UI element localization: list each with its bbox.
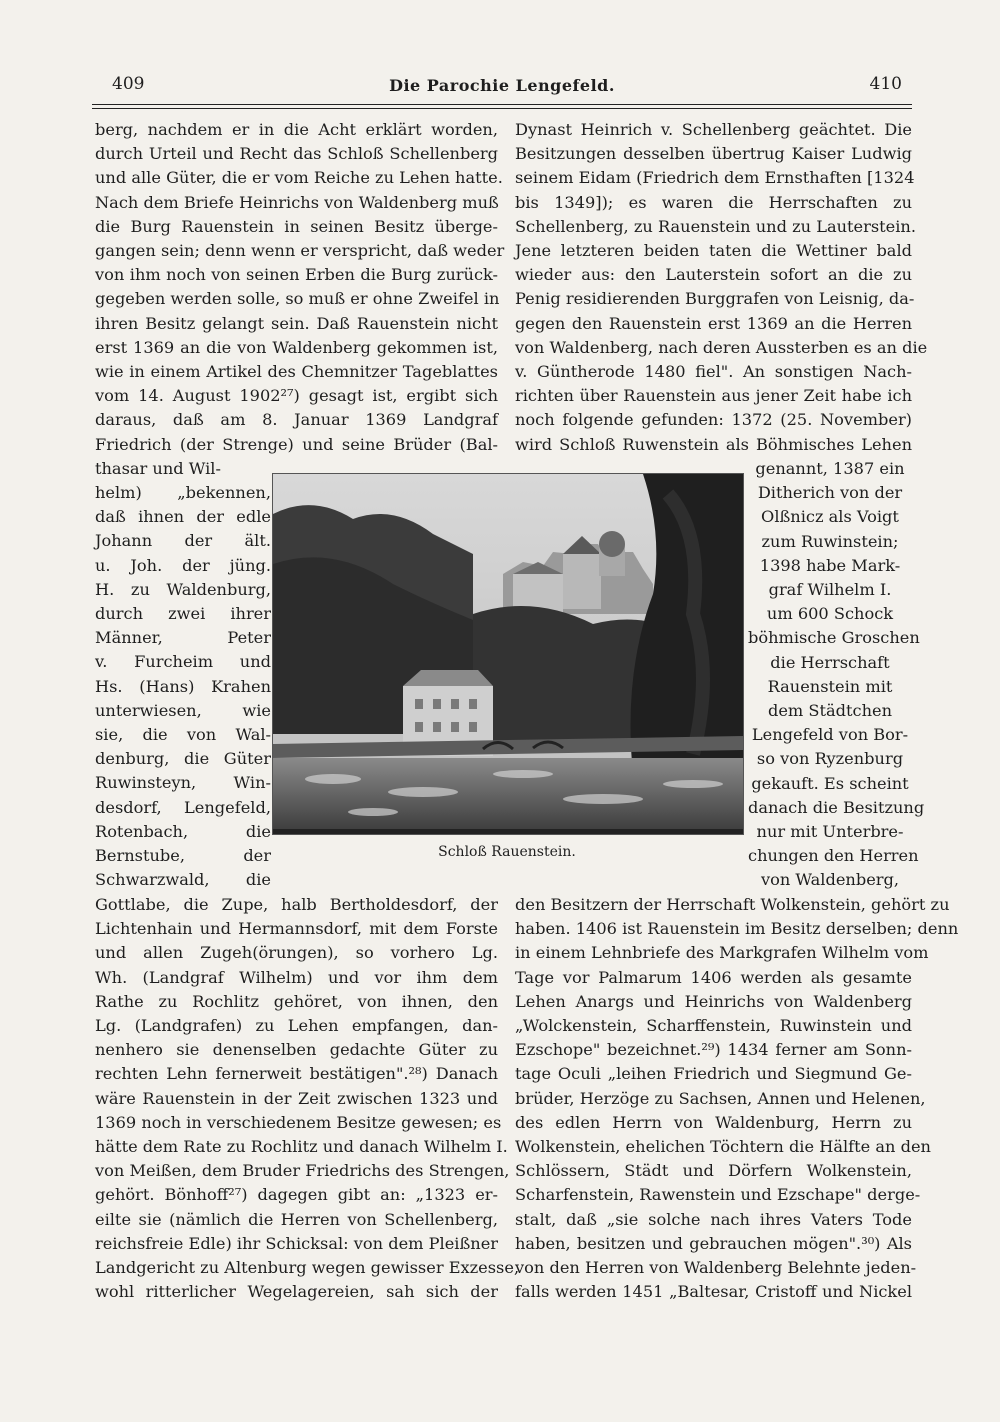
text-line: Penig residierenden Burggrafen von Leisnig, da-: [515, 289, 915, 309]
text-line: unterwiesen, wie: [95, 700, 271, 720]
text-line: wird Schloß Ruwenstein als Böhmisches Lehen: [515, 434, 912, 454]
text-line: und allen Zugeh(örungen), so vorhero Lg.: [95, 943, 498, 963]
header-rule-thin: [92, 108, 912, 109]
text-line: helm) „bekennen,: [95, 483, 271, 502]
text-line: desdorf, Lengefeld,: [95, 797, 271, 817]
text-line: Schlössern, Städt und Dörfern Wolkenstein,: [515, 1161, 912, 1181]
text-line: von ihm noch von seinen Erben die Burg zurück-: [95, 265, 498, 285]
right-column-top: [515, 118, 928, 457]
text-line: Hs. (Hans) Krahen: [95, 676, 271, 696]
text-line: danach die Besitzung: [748, 797, 925, 817]
text-line: von den Herren von Waldenberg Belehnte jeden-: [515, 1258, 917, 1278]
text-line: Tage vor Palmarum 1406 werden als gesamte: [515, 967, 912, 987]
running-title: Die Parochie Lengefeld.: [389, 76, 615, 95]
text-line: des edlen Herrn von Waldenburg, Herrn zu: [515, 1112, 912, 1132]
text-line: Rauenstein mit: [767, 676, 893, 696]
text-line: Rathe zu Rochlitz gehöret, von ihnen, den: [95, 991, 498, 1011]
text-line: chungen den Herren: [748, 846, 919, 866]
text-line: gehört. Bönhoff²⁷) dagegen gibt an: „1323 er-: [95, 1185, 498, 1205]
text-line: Lg. (Landgrafen) zu Lehen empfangen, dan-: [95, 1016, 498, 1036]
text-line: 1398 habe Mark-: [759, 555, 901, 575]
text-line: Scharfenstein, Rawenstein und Ezschape" derge-: [515, 1185, 921, 1205]
text-line: böhmische Groschen: [748, 628, 920, 648]
text-line: Gottlabe, die Zupe, halb Bertholdesdorf, der: [95, 895, 498, 914]
text-line: 1369 noch in verschiedenem Besitze gewesen; es: [95, 1112, 502, 1132]
text-line: Olßnicz als Voigt: [761, 507, 899, 527]
text-line: Wh. (Landgraf Wilhelm) und vor ihm dem: [95, 967, 498, 987]
text-line: berg, nachdem er in die Acht erklärt worden,: [95, 120, 498, 139]
text-line: Lichtenhain und Hermannsdorf, mit dem Forste: [95, 919, 498, 939]
text-line: Rotenbach, die: [95, 821, 271, 841]
text-line: gegen den Rauenstein erst 1369 an die Herren: [515, 313, 912, 333]
text-line: thasar und Wil-: [95, 458, 221, 478]
text-line: Friedrich (der Strenge) und seine Brüder (Bal-: [95, 434, 498, 454]
left-column-bottom: [95, 893, 520, 1304]
text-line: richten über Rauenstein aus jener Zeit habe ich: [515, 386, 912, 406]
text-line: v. Güntherode 1480 fiel". An sonstigen Nach-: [515, 362, 912, 382]
text-line: ihren Besitz gelangt sein. Daß Rauenstein nicht: [95, 313, 498, 333]
text-line: die Herrschaft: [770, 652, 890, 672]
text-line: wieder aus: den Lauterstein sofort an die zu: [515, 265, 912, 285]
text-line: „Wolckenstein, Scharffenstein, Ruwinstein und: [515, 1016, 912, 1036]
text-line: v. Furcheim und: [95, 652, 271, 672]
text-line: Jene letzteren beiden taten die Wettiner bald: [515, 241, 912, 261]
header-rule: [92, 104, 912, 105]
text-line: Dynast Heinrich v. Schellenberg geächtet. Die: [515, 120, 912, 139]
text-line: stalt, daß „sie solche nach ihres Vaters Tode: [515, 1209, 912, 1229]
figure-caption: Schloß Rauenstein.: [438, 844, 576, 860]
text-line: H. zu Waldenburg,: [95, 579, 271, 599]
right-column-narrow: [748, 457, 925, 893]
text-line: den Besitzern der Herrschaft Wolkenstein, gehört zu: [515, 895, 950, 914]
text-line: wohl ritterlicher Wegelagereien, sah sich der: [95, 1282, 498, 1302]
page-number-right: 410: [869, 74, 902, 94]
text-line: seinem Eidam (Friedrich dem Ernsthaften [1324: [515, 168, 915, 188]
right-column-bottom: [515, 893, 959, 1304]
text-line: Landgericht zu Altenburg wegen gewisser Exzesse,: [95, 1258, 520, 1278]
text-line: zum Ruwinstein;: [761, 531, 899, 551]
text-line: Ezschope" bezeichnet.²⁹) 1434 ferner am Sonn-: [515, 1040, 912, 1060]
text-line: bis 1349]); es waren die Herrschaften zu: [515, 192, 912, 212]
text-line: tage Oculi „leihen Friedrich und Siegmund Ge-: [515, 1064, 912, 1084]
text-line: Ditherich von der: [757, 483, 903, 503]
text-line: noch folgende gefunden: 1372 (25. November): [515, 410, 912, 430]
text-line: daraus, daß am 8. Januar 1369 Landgraf: [95, 410, 498, 430]
text-line: Lehen Anargs und Heinrichs von Waldenberg: [515, 991, 912, 1011]
text-line: in einem Lehnbriefe des Markgrafen Wilhelm vom: [515, 943, 929, 963]
castle-photograph: [272, 473, 744, 835]
text-line: um 600 Schock: [766, 604, 894, 624]
text-line: rechten Lehn fernerweit bestätigen".²⁸) Danach: [95, 1064, 498, 1084]
text-line: hätte dem Rate zu Rochlitz und danach Wilhelm I.: [95, 1137, 508, 1157]
text-line: genannt, 1387 ein: [755, 459, 905, 478]
left-column-narrow: [95, 481, 271, 892]
text-line: durch Urteil und Recht das Schloß Schellenberg: [95, 144, 498, 164]
text-line: eilte sie (nämlich die Herren von Schellenberg,: [95, 1209, 498, 1229]
text-line: Schellenberg, zu Rauenstein und zu Lauterstein.: [515, 216, 916, 236]
text-line: falls werden 1451 „Baltesar, Cristoff und Nickel: [515, 1282, 912, 1302]
text-line: nur mit Unterbre-: [756, 822, 904, 842]
text-line: und alle Güter, die er vom Reiche zu Lehen hatte.: [95, 168, 503, 188]
text-line: wäre Rauenstein in der Zeit zwischen 1323 und: [95, 1088, 498, 1108]
text-line: denburg, die Güter: [95, 749, 271, 769]
text-line: Johann der ält.: [95, 531, 271, 551]
text-line: reichsfreie Edle) ihr Schicksal: von dem Pleißner: [95, 1233, 499, 1253]
text-line: Besitzungen desselben übertrug Kaiser Ludwig: [515, 144, 912, 164]
text-line: Bernstube, der: [95, 846, 271, 866]
text-line: gangen sein; denn wenn er verspricht, daß weder: [95, 241, 505, 261]
text-line: Lengefeld von Bor-: [751, 725, 909, 745]
page-header: [92, 70, 912, 104]
text-line: nenhero sie denenselben gedachte Güter zu: [95, 1040, 498, 1060]
text-line: vom 14. August 1902²⁷) gesagt ist, ergibt sich: [95, 386, 498, 406]
text-line: von Waldenberg, nach deren Aussterben es an die: [515, 337, 928, 357]
text-line: haben, besitzen und gebrauchen mögen".³⁰) Als: [515, 1233, 912, 1253]
text-line: durch zwei ihrer: [95, 604, 271, 624]
text-line: u. Joh. der jüng.: [95, 555, 271, 575]
text-line: von Meißen, dem Bruder Friedrichs des Strengen,: [95, 1161, 510, 1181]
text-line: Nach dem Briefe Heinrichs von Waldenberg muß: [95, 192, 499, 212]
text-line: Wolkenstein, ehelichen Töchtern die Hälfte an den: [515, 1137, 931, 1157]
text-line: brüder, Herzöge zu Sachsen, Annen und Helenen,: [515, 1088, 926, 1108]
text-line: graf Wilhelm I.: [768, 580, 892, 600]
text-line: haben. 1406 ist Rauenstein im Besitz derselben; denn: [515, 919, 959, 939]
text-line: Ruwinsteyn, Win-: [95, 773, 271, 793]
text-line: so von Ryzenburg: [756, 749, 904, 769]
text-line: Schwarzwald, die: [95, 870, 271, 890]
text-line: dem Städtchen: [767, 701, 893, 721]
left-column-top: [95, 118, 505, 481]
text-line: Männer, Peter: [95, 628, 271, 648]
text-line: die Burg Rauenstein in seinen Besitz überge-: [95, 216, 498, 236]
text-line: von Waldenberg,: [760, 870, 900, 890]
text-line: sie, die von Wal-: [95, 725, 271, 745]
text-line: erst 1369 an die von Waldenberg gekommen ist,: [95, 337, 498, 357]
page-number-left: 409: [112, 74, 145, 94]
text-line: daß ihnen der edle: [95, 507, 271, 527]
text-line: gekauft. Es scheint: [751, 773, 909, 793]
text-line: wie in einem Artikel des Chemnitzer Tageblattes: [95, 362, 498, 382]
text-line: gegeben werden solle, so muß er ohne Zweifel in: [95, 289, 500, 309]
